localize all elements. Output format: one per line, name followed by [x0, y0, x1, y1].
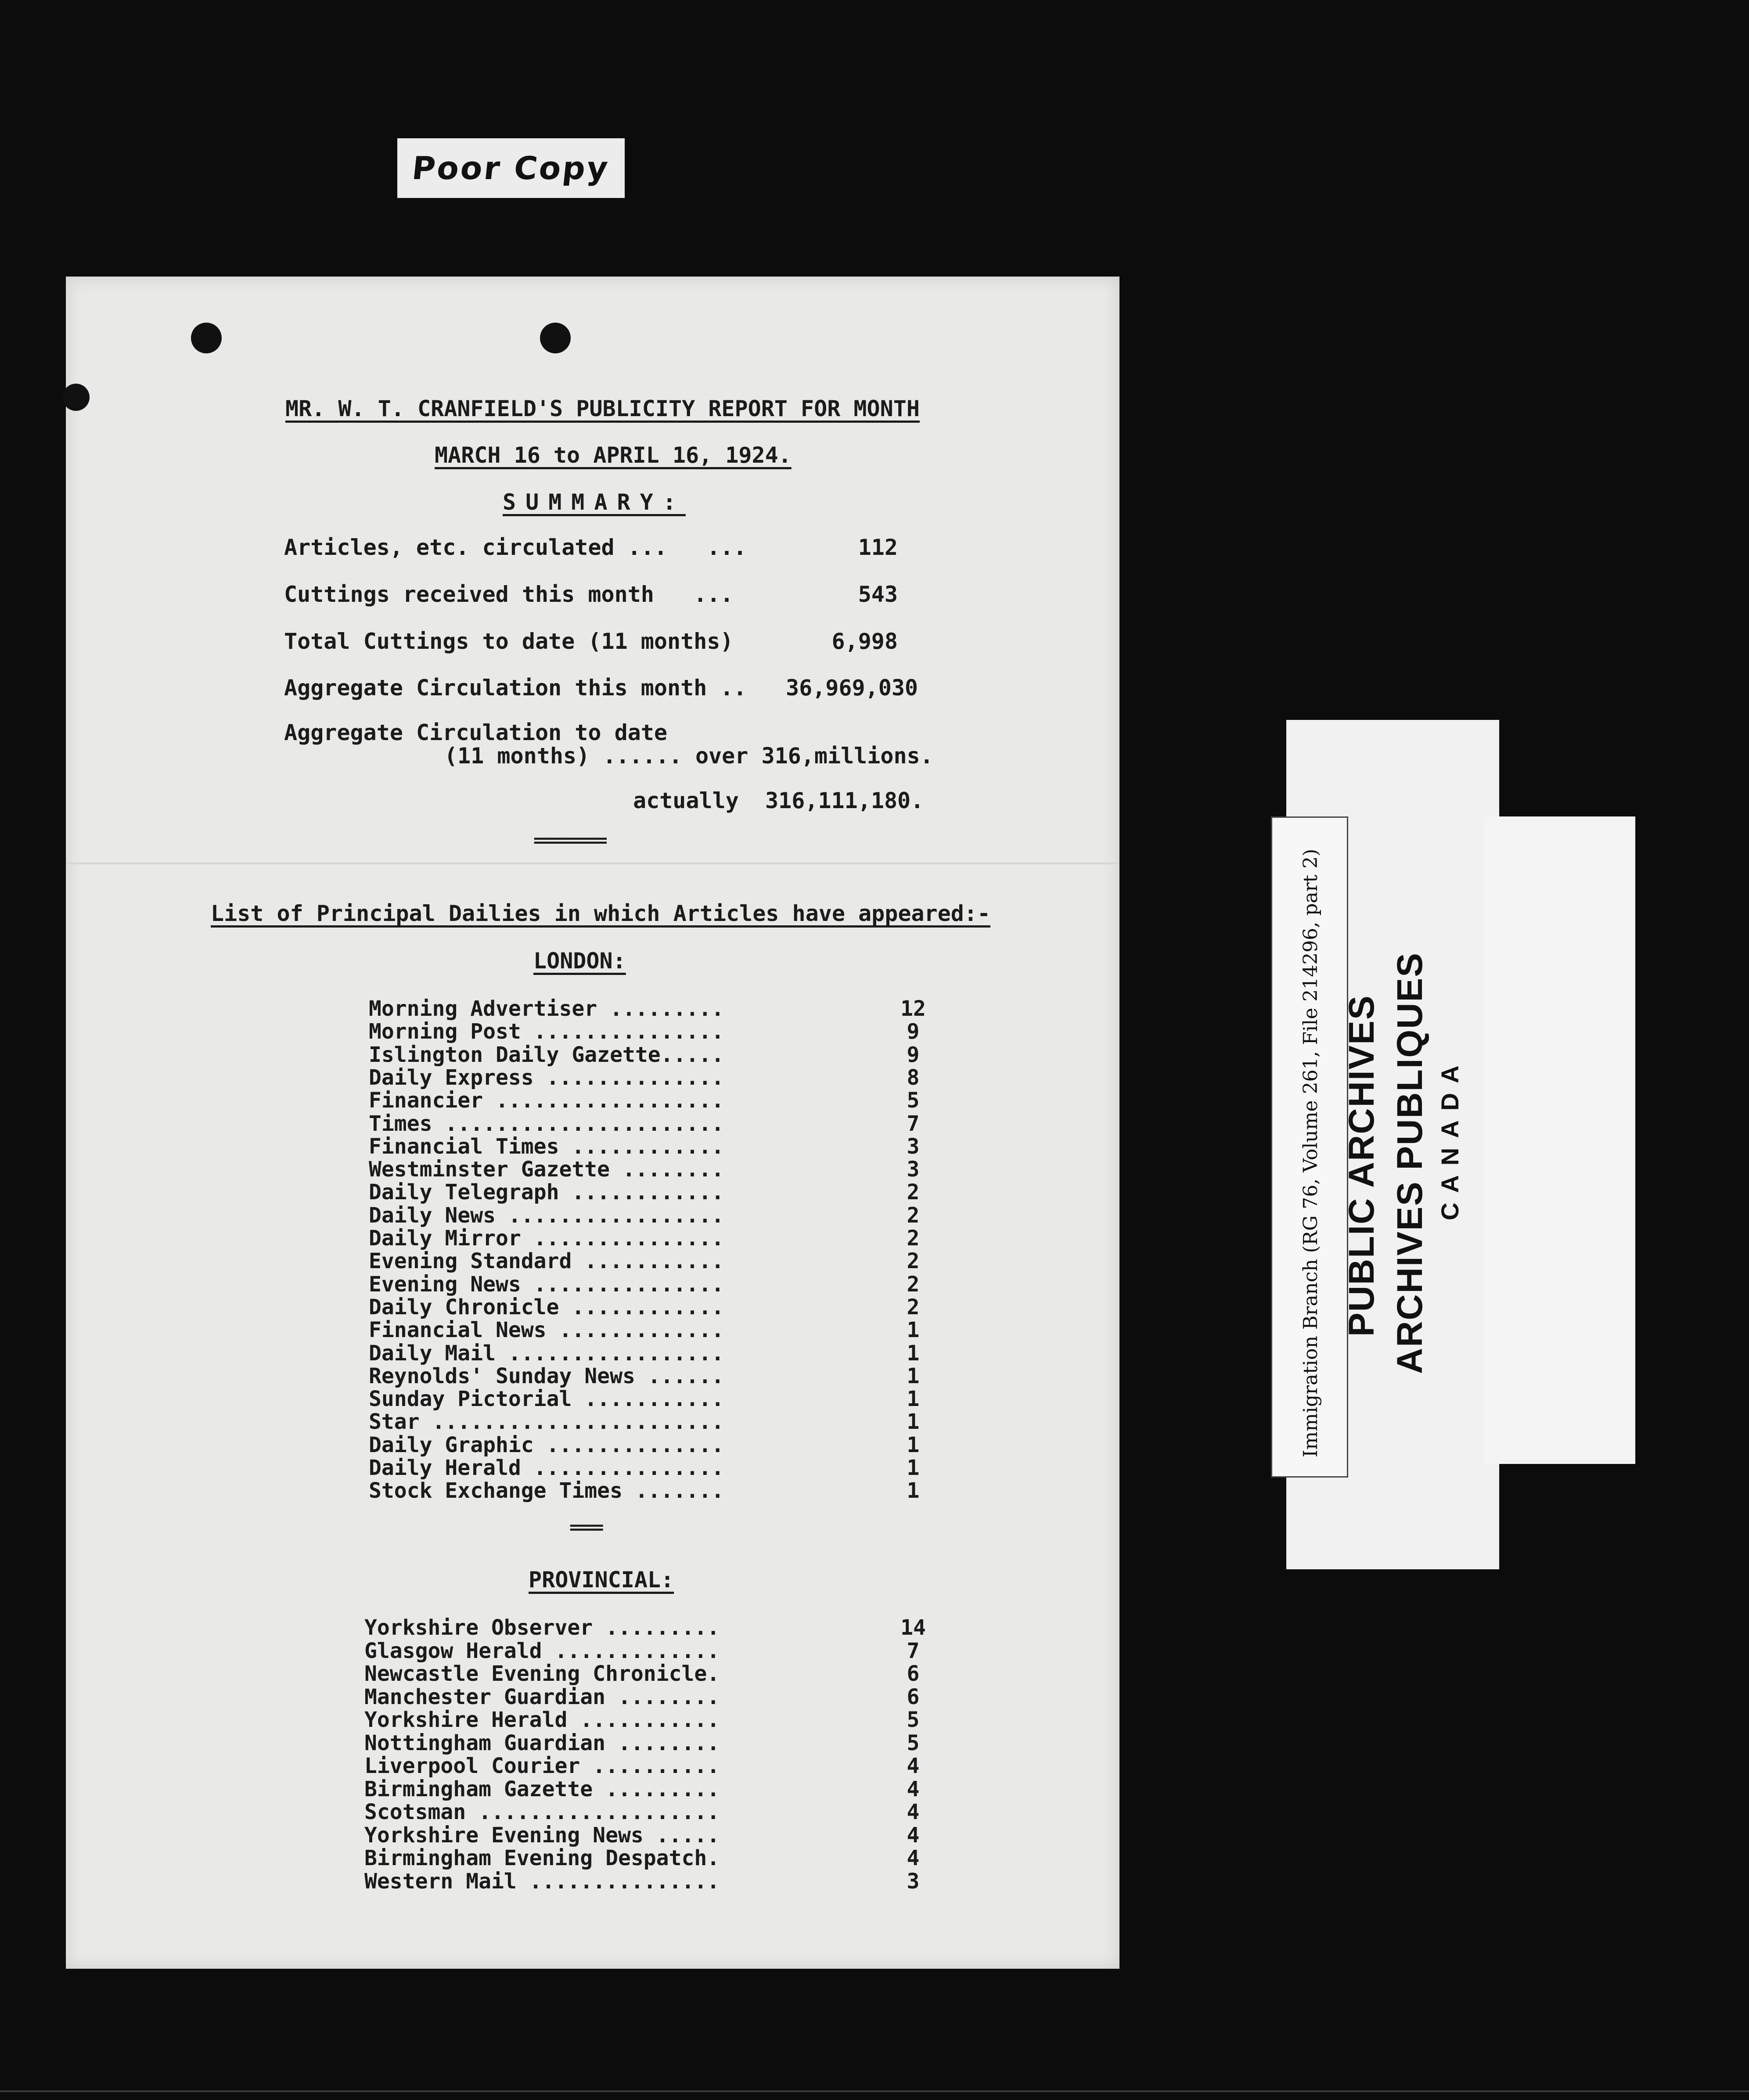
publication-row [364, 1639, 931, 1661]
publication-row [369, 1043, 931, 1065]
summary-value: 6,998 [831, 629, 898, 654]
publication-row [369, 1387, 931, 1410]
publication-count: 2 [907, 1180, 920, 1205]
publication-count: 1 [907, 1410, 920, 1435]
publication-row [369, 1180, 931, 1203]
publication-row [364, 1754, 931, 1776]
publication-count: 9 [907, 1042, 920, 1067]
publication-name: Birmingham Gazette ......... [364, 1776, 720, 1802]
publication-name: Daily Express .............. [369, 1065, 724, 1090]
publication-name: Nottingham Guardian ........ [364, 1730, 720, 1755]
publication-count: 3 [907, 1869, 920, 1894]
publication-name: Yorkshire Evening News ..... [364, 1823, 720, 1848]
aggregate-to-date-value: (11 months) ...... over 316,millions. [444, 743, 933, 769]
publication-row [369, 1249, 931, 1272]
publication-row [364, 1685, 931, 1708]
publication-name: Daily Graphic .............. [369, 1432, 724, 1457]
publication-row [369, 1065, 931, 1088]
fold-line [66, 863, 1119, 864]
publication-name: Daily News ................. [369, 1203, 724, 1228]
publication-row [369, 1318, 931, 1341]
publication-name: Reynolds' Sunday News ...... [369, 1363, 724, 1388]
publication-count: 3 [907, 1157, 920, 1182]
publication-count: 6 [907, 1684, 920, 1709]
publication-count: 1 [907, 1318, 920, 1343]
summary-label: Articles, etc. circulated ... ... [284, 535, 747, 560]
publication-row [369, 1226, 931, 1249]
poor-copy-label [397, 138, 625, 198]
publication-count: 9 [907, 1019, 920, 1044]
archive-stamp-line3: CANADA [1436, 1056, 1464, 1220]
publication-count: 1 [907, 1456, 920, 1480]
publication-count: 14 [900, 1615, 926, 1640]
publication-name: Glasgow Herald ............. [364, 1638, 720, 1663]
publication-row [364, 1800, 931, 1823]
report-sheet [66, 277, 1119, 1969]
publication-row [364, 1731, 931, 1754]
publication-name: Daily Telegraph ............ [369, 1180, 724, 1205]
summary-value: 543 [858, 582, 898, 607]
publication-count: 4 [907, 1823, 920, 1848]
publication-name: Morning Post ............... [369, 1019, 724, 1044]
publication-name: Newcastle Evening Chronicle. [364, 1661, 720, 1686]
publication-count: 4 [907, 1846, 920, 1870]
poor-copy-text: Poor Copy [410, 150, 612, 187]
report-title: MR. W. T. CRANFIELD'S PUBLICITY REPORT FOR MONTH [285, 396, 920, 421]
publication-row [364, 1777, 931, 1800]
publication-row [364, 1823, 931, 1846]
publication-row [369, 1157, 931, 1180]
publication-count: 5 [907, 1730, 920, 1755]
publication-row [364, 1708, 931, 1730]
publication-row [369, 1364, 931, 1387]
publication-count: 2 [907, 1295, 920, 1320]
publication-row [369, 1341, 931, 1364]
publication-row [369, 1088, 931, 1111]
publication-name: Westminster Gazette ........ [369, 1157, 724, 1182]
publication-count: 1 [907, 1363, 920, 1388]
publication-name: Daily Mail ................. [369, 1341, 724, 1366]
summary-label: Total Cuttings to date (11 months) [284, 629, 734, 654]
publication-count: 6 [907, 1661, 920, 1686]
publication-count: 1 [907, 1387, 920, 1412]
publication-count: 4 [907, 1800, 920, 1824]
publication-name: Daily Herald ............... [369, 1456, 724, 1480]
archive-stamp-line2: ARCHIVES PUBLIQUES [1390, 952, 1430, 1374]
publication-count: 8 [907, 1065, 920, 1090]
publication-name: Times ...................... [369, 1111, 724, 1136]
publication-count: 12 [900, 996, 926, 1021]
publication-row [364, 1661, 931, 1684]
publication-name: Yorkshire Herald ........... [364, 1708, 720, 1732]
summary-value: 36,969,030 [786, 675, 918, 701]
summary-value: 112 [858, 535, 898, 560]
publication-name: Star ....................... [369, 1410, 724, 1435]
ink-blot [62, 384, 90, 411]
publication-name: Daily Chronicle ............ [369, 1295, 724, 1320]
summary-label: Aggregate Circulation this month .. [284, 675, 747, 701]
publication-row [369, 1111, 931, 1134]
publication-name: Morning Advertiser ......... [369, 996, 724, 1021]
archive-reference: Immigration Branch (RG 76, Volume 261, File 214296, part 2) [1299, 849, 1322, 1457]
publication-name: Liverpool Courier .......... [364, 1754, 720, 1778]
provincial-heading: PROVINCIAL: [529, 1567, 674, 1593]
publication-row [369, 1134, 931, 1157]
punch-hole-left [191, 323, 222, 353]
divider: ========= [533, 831, 605, 851]
report-period: MARCH 16 to APRIL 16, 1924. [435, 442, 792, 468]
punch-hole-right [540, 323, 571, 353]
publication-row [369, 1295, 931, 1318]
publication-row [369, 1019, 931, 1042]
publication-count: 2 [907, 1272, 920, 1297]
publication-row [364, 1615, 931, 1638]
publication-count: 7 [907, 1638, 920, 1663]
publication-count: 5 [907, 1088, 920, 1113]
publication-row [369, 996, 931, 1019]
publication-row [364, 1846, 931, 1869]
publication-name: Financier .................. [369, 1088, 724, 1113]
publication-count: 5 [907, 1708, 920, 1732]
archive-stamp-right [1484, 816, 1635, 1464]
publication-row [369, 1456, 931, 1478]
publication-count: 3 [907, 1134, 920, 1159]
publication-row [364, 1869, 931, 1892]
publication-count: 1 [907, 1341, 920, 1366]
summary-label: Cuttings received this month ... [284, 582, 734, 607]
archive-stamp-line1: PUBLIC ARCHIVES [1342, 995, 1382, 1337]
scan-edge [0, 2090, 1749, 2092]
publication-name: Western Mail ............... [364, 1869, 720, 1894]
publication-count: 1 [907, 1478, 920, 1503]
publication-count: 2 [907, 1203, 920, 1228]
publication-count: 2 [907, 1226, 920, 1251]
publication-count: 4 [907, 1754, 920, 1778]
publication-name: Yorkshire Observer ......... [364, 1615, 720, 1640]
aggregate-to-date-label: Aggregate Circulation to date [284, 720, 667, 745]
actually-value: actually 316,111,180. [633, 788, 924, 813]
publication-name: Sunday Pictorial ........... [369, 1387, 724, 1412]
publication-row [369, 1203, 931, 1226]
london-heading: LONDON: [533, 948, 626, 974]
publication-count: 7 [907, 1111, 920, 1136]
publication-name: Birmingham Evening Despatch. [364, 1846, 720, 1870]
publication-name: Manchester Guardian ........ [364, 1684, 720, 1709]
publication-name: Islington Daily Gazette..... [369, 1042, 724, 1067]
publication-count: 4 [907, 1776, 920, 1802]
publication-row [369, 1410, 931, 1435]
publication-row [369, 1272, 931, 1295]
publication-name: Evening News ............... [369, 1272, 724, 1297]
publication-name: Scotsman ................... [364, 1800, 720, 1824]
summary-heading: SUMMARY: [503, 489, 686, 515]
publication-name: Evening Standard ........... [369, 1249, 724, 1274]
publication-count: 1 [907, 1432, 920, 1457]
publication-row [369, 1478, 931, 1501]
publication-name: Financial News ............. [369, 1318, 724, 1343]
publication-row [369, 1433, 931, 1456]
publication-name: Daily Mirror ............... [369, 1226, 724, 1251]
divider: ==== [569, 1517, 601, 1538]
publication-name: Financial Times ............ [369, 1134, 724, 1159]
list-heading: List of Principal Dailies in which Articles have appeared:- [211, 901, 991, 926]
publication-count: 2 [907, 1249, 920, 1274]
publication-name: Stock Exchange Times ....... [369, 1478, 724, 1503]
